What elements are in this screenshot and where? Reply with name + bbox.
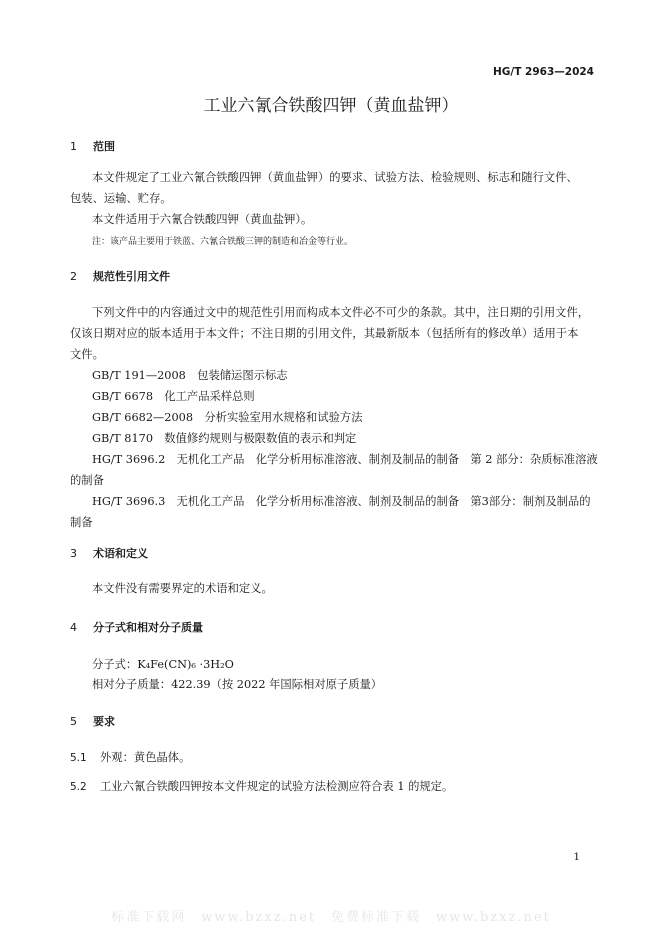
clause-number: 5.2	[70, 781, 87, 793]
normative-intro-line: 下列文件中的内容通过文中的规范性引用而构成本文件必不可少的条款。其中，注日期的引用文件，	[92, 306, 590, 319]
reference-item-continuation: 的制备	[70, 474, 104, 487]
section-heading-requirements	[70, 713, 115, 729]
section-title: 规范性引用文件	[93, 270, 170, 283]
section-title: 范围	[93, 140, 115, 153]
watermark: 标准下载网 www.bzxz.net 免费标准下载 www.bzxz.net	[111, 910, 551, 925]
molecular-formula: 分子式：K₄Fe(CN)₆ ·3H₂O	[92, 658, 234, 671]
molecular-mass: 相对分子质量：422.39（按 2022 年国际相对原子质量）	[92, 678, 383, 691]
standard-number: HG/T 2963—2024	[492, 66, 594, 78]
section-heading-formula	[70, 619, 203, 635]
scope-paragraph-line: 包装、运输、贮存。	[70, 192, 172, 205]
clause-number: 5.1	[70, 752, 87, 764]
reference-item: HG/T 3696.3 无机化工产品 化学分析用标准溶液、制剂及制品的制备 第3部分：制剂及制品的	[92, 495, 591, 508]
section-title: 术语和定义	[93, 547, 148, 560]
clause-text: 工业六氰合铁酸四钾按本文件规定的试验方法检测应符合表 1 的规定。	[100, 780, 454, 793]
section-heading-scope	[70, 138, 115, 154]
reference-item: HG/T 3696.2 无机化工产品 化学分析用标准溶液、制剂及制品的制备 第 2 部分：杂质标准溶液	[92, 453, 598, 466]
section-number: 1	[70, 140, 77, 153]
section-title: 要求	[93, 715, 115, 728]
section-heading-terms	[70, 545, 148, 561]
reference-item-continuation: 制备	[70, 516, 93, 529]
clause-text: 外观：黄色晶体。	[100, 751, 191, 764]
section-number: 4	[70, 621, 77, 634]
scope-applicability: 本文件适用于六氰合铁酸四钾（黄血盐钾）。	[92, 213, 313, 226]
clause-5-1	[70, 749, 190, 765]
section-number: 3	[70, 547, 77, 560]
document-title: 工业六氰合铁酸四钾（黄血盐钾）	[203, 96, 459, 116]
section-heading-normative	[70, 268, 170, 284]
section-number: 2	[70, 270, 77, 283]
page-number: 1	[573, 851, 580, 863]
clause-5-2	[70, 778, 453, 794]
reference-item: GB/T 191—2008 包装储运图示标志	[92, 369, 288, 382]
reference-item: GB/T 6678 化工产品采样总则	[92, 390, 255, 403]
terms-paragraph: 本文件没有需要界定的术语和定义。	[92, 582, 273, 595]
normative-intro-line: 文件。	[70, 348, 104, 361]
reference-item: GB/T 8170 数值修约规则与极限数值的表示和判定	[92, 432, 357, 445]
reference-item: GB/T 6682—2008 分析实验室用水规格和试验方法	[92, 411, 363, 424]
section-title: 分子式和相对分子质量	[93, 621, 203, 634]
section-number: 5	[70, 715, 77, 728]
scope-note: 注：该产品主要用于铁蓝、六氰合铁酸三钾的制造和冶金等行业。	[92, 237, 354, 247]
scope-paragraph-line: 本文件规定了工业六氰合铁酸四钾（黄血盐钾）的要求、试验方法、检验规则、标志和随行文件、	[92, 171, 578, 184]
normative-intro-line: 仅该日期对应的版本适用于本文件；不注日期的引用文件，其最新版本（包括所有的修改单）适用于本	[70, 327, 579, 340]
